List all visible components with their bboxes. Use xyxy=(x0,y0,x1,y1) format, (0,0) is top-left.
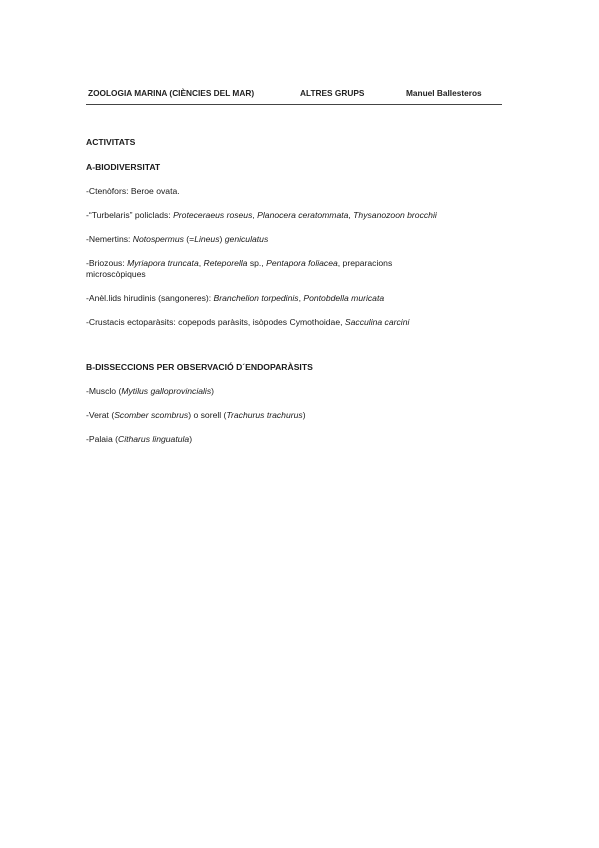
item-ctenofors: -Ctenòfors: Beroe ovata. xyxy=(86,186,180,196)
page-header xyxy=(86,86,502,104)
header-course: ZOOLOGIA MARINA (CIÈNCIES DEL MAR) xyxy=(88,88,255,98)
item-turbelaris: -“Turbelaris” policlads: Proteceraeus roseus, Planocera ceratommata, Thysanozoon brocchii xyxy=(86,210,437,220)
item-nemertins: -Nemertins: Notospermus (=Lineus) geniculatus xyxy=(86,234,269,244)
header-author: Manuel Ballesteros xyxy=(406,88,482,98)
item-briozous: -Briozous: Myriapora truncata, Reteporella sp., Pentapora foliacea, preparacions microscòpiques xyxy=(86,258,393,279)
item-crustacis: -Crustacis ectoparàsits: copepods paràsits, isòpodes Cymothoidae, Sacculina carcini xyxy=(86,317,410,327)
section-a-heading: A-BIODIVERSITAT xyxy=(86,162,161,172)
header-group: ALTRES GRUPS xyxy=(300,88,365,98)
header-rule xyxy=(86,104,502,105)
item-verat: -Verat (Scomber scombrus) o sorell (Trachurus trachurus) xyxy=(86,410,306,420)
section-b-heading: B-DISSECCIONS PER OBSERVACIÓ D´ENDOPARÀSITS xyxy=(86,362,313,372)
item-anelids: -Anèl.lids hirudinis (sangoneres): Branchelion torpedinis, Pontobdella muricata xyxy=(86,293,385,303)
activitats-heading: ACTIVITATS xyxy=(86,137,136,147)
item-palaia: -Palaia (Citharus linguatula) xyxy=(86,434,193,444)
document-body xyxy=(86,137,516,445)
item-musclo: -Musclo (Mytilus galloprovincialis) xyxy=(86,386,215,396)
